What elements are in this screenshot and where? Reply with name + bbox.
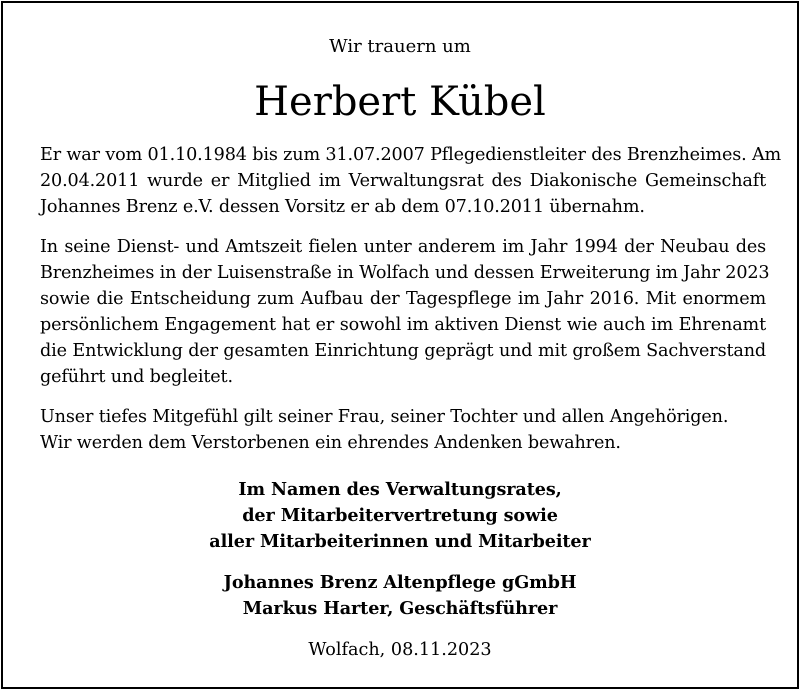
- deceased-name: Herbert Kübel: [254, 79, 546, 125]
- text-line: geführt und begleitet.: [40, 367, 233, 387]
- on-behalf-line: aller Mitarbeiterinnen und Mitarbeiter: [209, 531, 591, 552]
- text-line: Brenzheimes in der Luisenstraße in Wolfach und dessen Erweiterung im Jahr 2023: [40, 263, 770, 283]
- signatory-name: Markus Harter, Geschäftsführer: [242, 598, 558, 619]
- condolence-paragraph: [40, 404, 766, 456]
- text-line: die Entwicklung der gesamten Einrichtung geprägt und mit großem Sachverstand: [40, 341, 766, 361]
- place-date: Wolfach, 08.11.2023: [308, 640, 492, 660]
- intro-line: Wir trauern um: [329, 36, 471, 57]
- signature-block: [3, 570, 797, 622]
- career-paragraph: [40, 142, 782, 220]
- text-line: Wir werden dem Verstorbenen ein ehrendes Andenken bewahren.: [40, 433, 621, 453]
- text-line: Unser tiefes Mitgefühl gilt seiner Frau, seiner Tochter und allen Angehörigen.: [40, 407, 729, 427]
- text-line: 20.04.2011 wurde er Mitglied im Verwaltungsrat des Diakonische Gemeinschaft: [40, 171, 766, 191]
- text-line: Er war vom 01.10.1984 bis zum 31.07.2007 Pflegedienstleiter des Brenzheimes. Am: [40, 145, 782, 165]
- achievements-paragraph: [40, 234, 770, 390]
- on-behalf-block: [3, 477, 797, 555]
- text-line: Johannes Brenz e.V. dessen Vorsitz er ab dem 07.10.2011 übernahm.: [40, 197, 645, 217]
- on-behalf-line: Im Namen des Verwaltungsrates,: [238, 479, 562, 500]
- obituary-notice: [1, 1, 799, 689]
- text-line: In seine Dienst- und Amtszeit fielen unter anderem im Jahr 1994 der Neubau des: [40, 237, 766, 257]
- organization-name: Johannes Brenz Altenpflege gGmbH: [223, 572, 577, 593]
- on-behalf-line: der Mitarbeitervertretung sowie: [242, 505, 558, 526]
- text-line: persönlichem Engagement hat er sowohl im aktiven Dienst wie auch im Ehrenamt: [40, 315, 766, 335]
- text-line: sowie die Entscheidung zum Aufbau der Tagespflege im Jahr 2016. Mit enormem: [40, 289, 766, 309]
